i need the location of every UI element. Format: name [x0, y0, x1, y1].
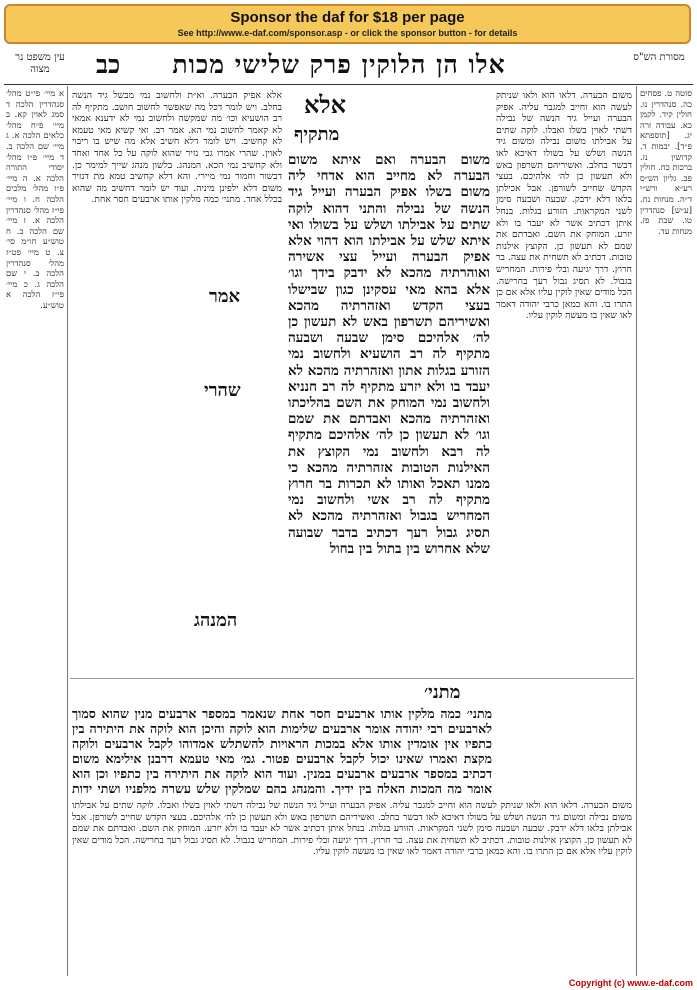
masoret-hashas-column: סוטה ט. פסחים כה. סנהדרין נו. חולין קיד. לקמן כא. עבודה זרה יג. [תוספתא פ״ד]. יבמות ד. קדושין נז. ברכות כח. חולין פב. גליון הש״ס רע״א ורש״י ד״ה. מנחות נח. [ע״ש] סנהדרין טו. שבת פז. מנחות עד. — [640, 88, 692, 236]
keyword-matkif: מתקיף — [294, 124, 340, 145]
keyword-ela: אלא — [304, 90, 347, 119]
gemara-column: משום הבערה ואם איתא משום הבערה לא מחייב הוא אדחי ליה משום בשלו אפיק הבערה ועייל גיד הנשה של נבילה והתני דהוא לוקה שתים על אבילתו ושלש על בשולו ואי איתא שלש על אבילתו הוא דהוי אלא אפיק הבערה ועייל עצי אשירה ואוהרתיה מהכא לא ידבק בידך וגו׳ אלא בהא מאי עסקינן כגון שבישלו בעצי הקדש ואזהרתיה מהכא ואשיריהם תשרפון באש לא תעשון כן לה׳ אלהיכם סימן שבעה ושבעה מתקיף לה רב הושעיא ולחשוב נמי הזורע בגלות אתון ואזהרתיה מהכא לא יעבד בו ולא יזרע מתקיף לה רב חנניא ולחשוב נמי המוחק את השם בהליכתו ואזהרתיה מהכא ואבדתם את שמם וגו׳ לא תעשון כן לה׳ אלהיכם מתקיף לה רבא ולחשוב נמי הקוצץ את האילנות הטובות אזהרתיה מהכא כי ממנו תאכל ואותו לא תכרות בר חרוץ מתקיף לה רב אשי ולחשוב נמי המחריש בגבול ואזהרתיה מהכא לא תסיג גבול רעך דכתיב בדבר שבועה שלא אחרוש בין בתול בין בחול — [288, 152, 490, 557]
ein-mishpat-column: א מיי׳ פי״ט מהל׳ סנהדרין הלכה ד סמג לאוין קא. ב מיי׳ פ״ח מהל׳ כלאים הלכה א. ג מיי׳ שם הלכה ב. ד מיי׳ פ״ו מהל׳ יסודי התורה הלכה א. ה מיי׳ פ״ו מהל׳ מלכים הלכה ח. ו מיי׳ פי״ז מהל׳ סנהדרין הלכה א. ז מיי׳ שם הלכה ב. ח טוש״ע חו״מ סי׳ צ. ט מיי׳ פט״ז מהל׳ סנהדרין הלכה ב. י שם הלכה ג. כ מיי׳ פי״ז הלכה א טוש״ע. — [6, 88, 64, 310]
keyword-hamanhig: המנהג — [194, 610, 238, 631]
page-header — [4, 50, 693, 84]
copyright-notice: Copyright (c) www.e-daf.com — [568, 978, 693, 988]
sponsor-subtitle[interactable]: See http://www.e-daf.com/sponsor.asp - or click the sponsor button - for details — [177, 28, 518, 38]
chapter-title: אלו הן הלוקין פרק שלישי מכות — [172, 50, 506, 79]
ein-mishpat-label: עין משפט נר מצוה — [15, 52, 65, 75]
divider-left — [67, 86, 68, 976]
masoret-label: מסורת הש"ס — [633, 52, 685, 63]
mishna-text: מתני׳ כמה מלקין אותו ארבעים חסר אחת שנאמר במספר ארבעים מנין שהוא סמוך לארבעים רבי יהודה אומר ארבעים שלימות הוא לוקה והיכן הוא לוקה את היתירה בין כתפיו אין אומדין אותו אלא במכות הראויות להשתלש אמדוהו לקבל ארבעים ולוקה מקצת ואמרו שאינו יכול לקבל ארבעים פטור. גמ׳ מאי טעמא דרבנן אילימא משום דכתיב במספר ארבעים ארבעים במנין. ועוד הוא לוקה את היתירה בין כתפיו וכן הוא אומר מה המכות האלה בין ידיך. והמנהג בהם שמלקין שלש עשרה מלפניו ושתי ידות — [72, 706, 492, 796]
header-rule — [4, 84, 693, 85]
keyword-sheharei: שהרי — [204, 380, 241, 401]
talmud-page — [4, 50, 693, 980]
tosafot-column: אלא אפיק הבערה. וא״ת ולחשוב נמי מבשל גיד הנשה בחלב. ויש לומר דכל מה שאפשר לחשוב חושב. מתקיף לה רב הושעיא וכו׳ מה שמקשה ולחשוב נמי לא ידענא אמאי לא קאמר לחשוב נמי הא. אמר רב. ואי קשיא מאי טעמא לא קחשיב. ויש לומר דלא חשיב אלא מה שיש בו ריבוי לאוין. שהרי אמרו גבי נזיר שהוא לוקה על כל אחד ואחד ולא קחשיב נמי הכא. המנהג. בלשון מנהג שייך למימר כן. דבשור וחמור נמי מיירי. והא דלא קחשיב טמא מת דנזיר משום דלא ילפינן מיניה. ועוד יש לומר דחשיב מה שהוא בכלל אחד. מתני׳ כמה מלקין אותו ארבעים חסר אחת. — [72, 90, 282, 206]
keyword-amar: אמר — [209, 286, 241, 307]
daf-number: כב — [96, 50, 121, 79]
sponsor-banner[interactable] — [4, 4, 691, 44]
keyword-matni: מתני׳ — [424, 682, 461, 703]
divider-right — [636, 86, 637, 976]
rashi-column: משום הבערה. דלאו הוא ולאו שניתק לעשה הוא וחייב למגבר עליה. אפיק הבערה ועייל גיד הנשה של נבילה דשתי לאוין בשלו ואבלו. לוקה שתים על אבילתו משום נבילה ומשום גיד הנשה ושלש על בשולו דאיכא לאו דבשר בחלב. ואשיריהם תשרפון באש ולא תעשון כן לה׳ אלהיכם. בעצי הקדש שחייב לשורפן. אבל אכילתן בלאו דלא ידבק. שבעה ושבעה סימן לשני המקראות. הזורע בגלות. בנחל איתן דכתיב אשר לא יעבד בו ולא יזרע. המוחק את השם. ואבדתם את שמם לא תעשון כן. הקוצץ אילנות טובות. דכתיב לא תשחית את עצה. בר חרוץ. דרך יגיעה ובלי פירות. המחריש בגבול. לא תסיג גבול רעך בחרישה. הכל מודים שאין לוקין עליו אלא אם כן התרו בו. והא כמאן כרבי יהודה דאמר לאו שאין בו מעשה לוקין עליו. — [496, 90, 632, 322]
rashi-bottom: משום הבערה. דלאו הוא ולאו שניתק לעשה הוא וחייב למגבר עליה. אפיק הבערה ועייל גיד הנשה של נבילה דשתי לאוין בשלו ואבלו. לוקה שתים על אבילתו משום נבילה ומשום גיד הנשה ושלש על בשולו דאיכא לאו דבשר בחלב. ואשיריהם תשרפון באש ולא תעשון כן לה׳ אלהיכם. בעצי הקדש שחייב לשורפן. אבל אכילתן בלאו דלא ידבק. שבעה ושבעה סימן לשני המקראות. הזורע בגלות. בנחל איתן דכתיב אשר לא יעבד בו ולא יזרע. המוחק את השם. ואבדתם את שמם לא תעשון כן. הקוצץ אילנות טובות. דכתיב לא תשחית את עצה. בר חרוץ. דרך יגיעה ובלי פירות. המחריש בגבול. לא תסיג גבול רעך בחרישה. הכל מודים שאין לוקין עליו אלא אם כן התרו בו. והא כמאן כרבי יהודה דאמר לאו שאין בו מעשה לוקין עליו. — [72, 800, 632, 858]
sponsor-title[interactable]: Sponsor the daf for $18 per page — [230, 9, 465, 26]
mishna-rule — [70, 678, 634, 679]
